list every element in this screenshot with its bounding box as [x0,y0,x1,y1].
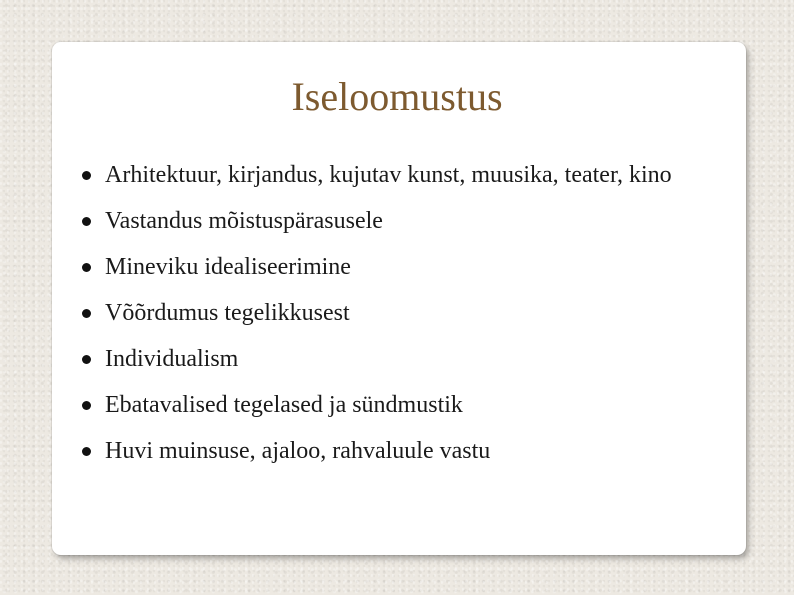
slide-title: Iseloomustus [291,74,503,119]
bullet-dot-icon [82,355,91,364]
bullet-item-2 [82,204,722,238]
bullet-text: Vastandus mõistuspärasusele [105,208,383,234]
bullet-text: Ebatavalised tegelased ja sündmustik [105,392,463,418]
bullet-dot-icon [82,217,91,226]
bullet-item-4 [82,296,722,330]
bullet-text: Huvi muinsuse, ajaloo, rahvaluule vastu [105,438,491,464]
bullet-text: Mineviku idealiseerimine [105,254,351,280]
bullet-dot-icon [82,263,91,272]
bullet-dot-icon [82,171,91,180]
bullet-item-3 [82,250,722,284]
bullet-dot-icon [82,447,91,456]
bullet-text: Võõrdumus tegelikkusest [105,300,350,326]
bullet-text: Individualism [105,346,239,372]
bullet-item-5 [82,342,722,376]
bullet-item-6 [82,388,722,422]
bullet-text: Arhitektuur, kirjandus, kujutav kunst, muusika, teater, kino [105,162,672,188]
bullet-item-1 [82,158,722,192]
bullet-dot-icon [82,401,91,410]
bullet-item-7 [82,434,722,468]
bullet-dot-icon [82,309,91,318]
bullet-list [82,158,722,480]
